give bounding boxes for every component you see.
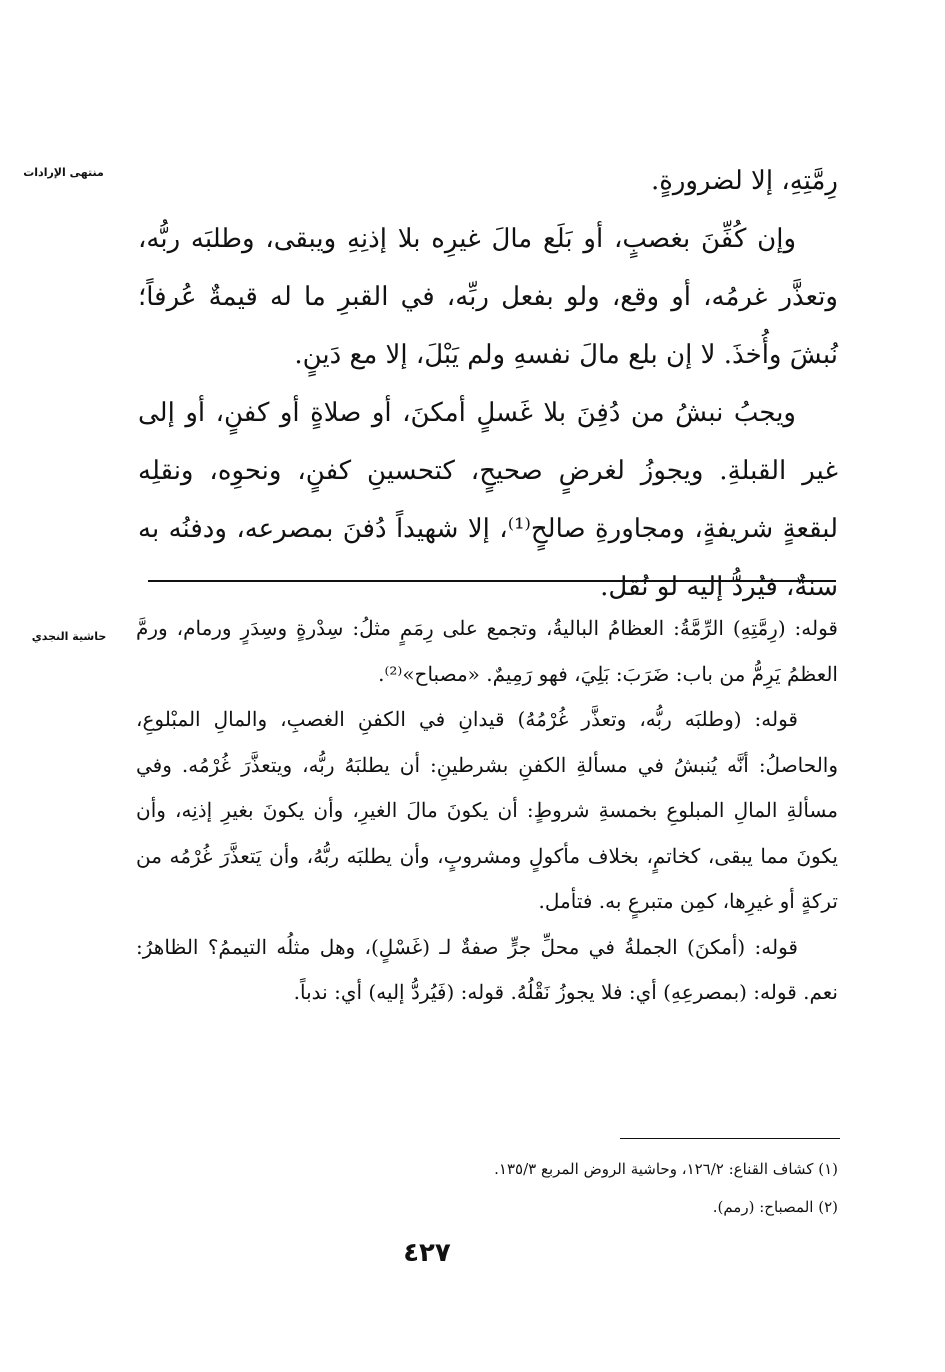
running-header-book-title: منتهى الإرادات (23, 166, 104, 179)
commentary-paragraph-2: قوله: (وطلبَه ربُّه، وتعذَّر غُرْمُهُ) قيدانِ في الكفنِ الغصبِ، والمالِ المبْلوعِ، والحاصلُ: أنَّه يُنبشُ في مسألةِ الكفنِ بشرطينِ: أن يطلبَهُ ربُّه، ويتعذَّرَ غُرْمُه. وفي مسألةِ المالِ المبلوعِ بخمسةِ شروطٍ: أن يكونَ مالَ الغيرِ، وأن يكونَ بغيرِ إذنِه، وأن يكونَ مما يبقى، كخاتمٍ، بخلاف مأكولٍ ومشروبٍ، وأن يطلبَه ربُّهُ، وأن يَتعذَّرَ غُرْمُه من تركةٍ أو غيرِها، كمِن متبرعٍ به. فتأمل. (136, 707, 838, 913)
footnotes-block (330, 1150, 838, 1226)
main-paragraph-2: وإن كُفِّنَ بغصبٍ، أو بَلَع مالَ غيرِه بلا إذنِهِ ويبقى، وطلبَه ربُّه، وتعذَّر غرمُه، أو وقع، ولو بفعل ربِّه، في القبرِ ما له قيمةٌ عُرفاً؛ نُبشَ وأُخذَ. لا إن بلع مالَ نفسهِ ولم يَبْلَ، إلا مع دَينٍ. (138, 224, 838, 370)
footnote-1: (١) كشاف القناع: ١٢٦/٢، وحاشية الروض المربع ١٣٥/٣. (494, 1160, 838, 1178)
commentary-block (136, 606, 838, 1016)
commentary-margin-label: حاشية النجدي (31, 630, 107, 643)
section-divider (148, 580, 836, 582)
commentary-paragraph-1: قوله: (رِمَّتِهِ) الرِّمَّةُ: العظامُ الباليةُ، وتجمع على رِمَمٍ مثلُ: سِدْرةٍ وسِدَرٍ ورمام، ورمَّ العظمُ يَرِمُّ من باب: ضَرَبَ: بَلِيَ، فهو رَمِيمٌ. «مصباح»⁽²⁾. (136, 616, 838, 686)
page-number: ٤٢٧ (403, 1238, 451, 1268)
main-paragraph-1: رِمَّتِهِ، إلا لضرورةٍ. (650, 166, 838, 196)
commentary-paragraph-3: قوله: (أمكنَ) الجملةُ في محلِّ جرٍّ صفةٌ لـ (غَسْلٍ)، وهل مثلُه التيممُ؟ الظاهرُ: نعم. قوله: (بمصرعِهِ) أي: فلا يجوزُ نَقْلُهُ. قوله: (فَيُردُّ إليه) أي: ندباً. (136, 934, 838, 1004)
footnote-2: (٢) المصباح: (رمم). (712, 1198, 838, 1216)
main-text-block (138, 152, 838, 616)
main-paragraph-3: ويجبُ نبشُ من دُفِنَ بلا غَسلٍ أمكنَ، أو صلاةٍ أو كفنٍ، أو إلى غير القبلةِ. ويجوزُ لغرضٍ صحيحٍ، كتحسينِ كفنٍ، ونحوِه، ونقلِه لبقعةٍ شريفةٍ، ومجاورةِ صالحٍ⁽¹⁾، إلا شهيداً دُفنَ بمصرعه، ودفنُه به سنةٌ، فيُردُّ إليه لو نُقل. (138, 398, 838, 602)
footnote-divider (620, 1138, 840, 1139)
